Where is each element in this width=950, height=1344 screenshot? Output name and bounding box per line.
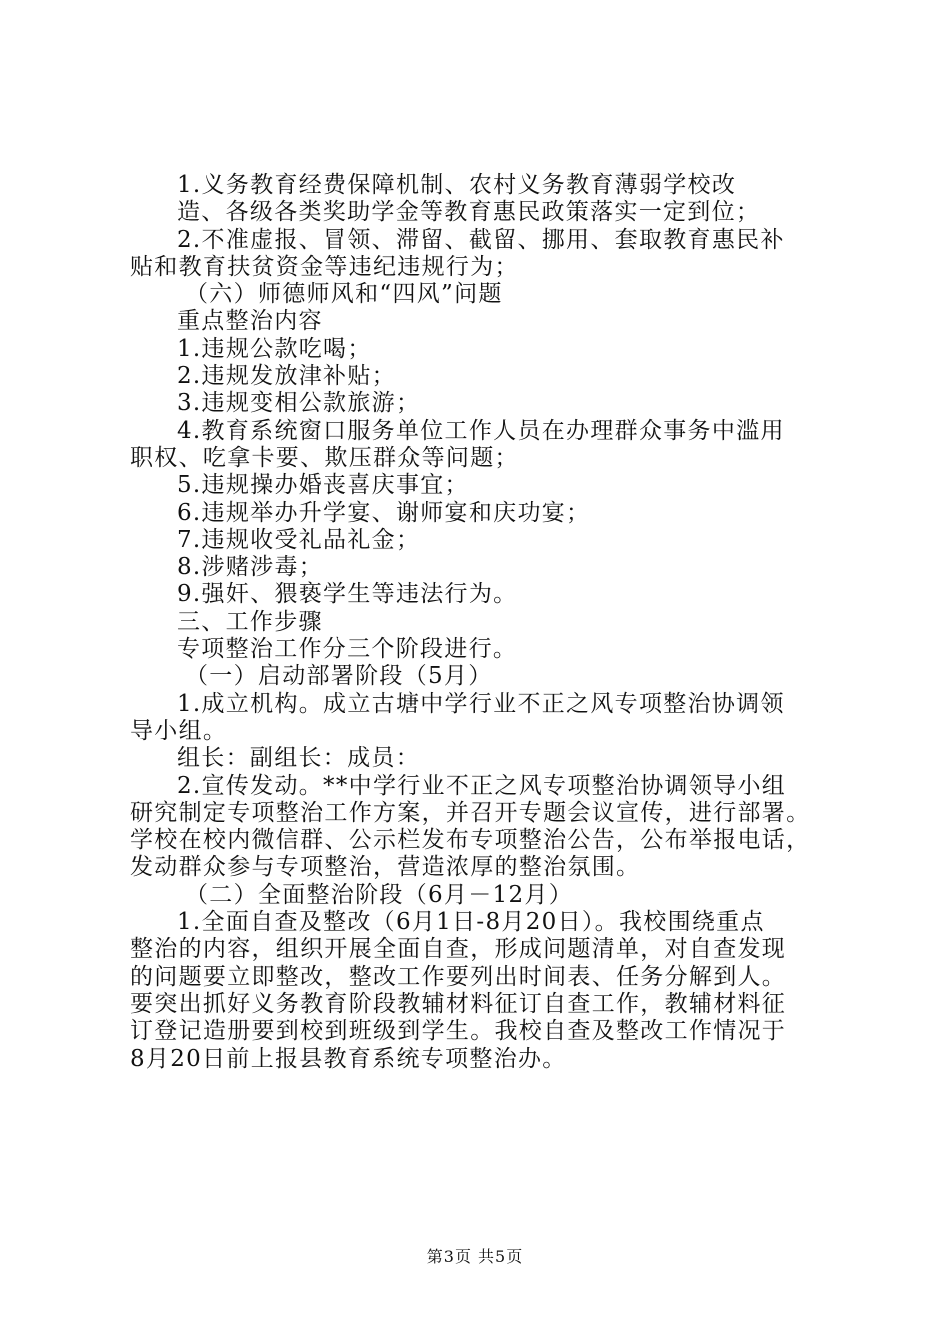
paragraph-line: 整治的内容，组织开展全面自查，形成问题清单，对自查发现 <box>130 936 787 963</box>
section-heading: （二）全面整治阶段（6月－12月） <box>185 881 573 908</box>
paragraph-line: 专项整治工作分三个阶段进行。 <box>177 636 518 663</box>
list-item: 8.涉赌涉毒； <box>177 554 324 581</box>
list-item: 9.强奸、猥亵学生等违法行为。 <box>177 581 518 608</box>
section-heading: （六）师德师风和“四风”问题 <box>185 281 503 308</box>
paragraph-line: 要突出抓好义务教育阶段教辅材料征订自查工作，教辅材料征 <box>130 990 787 1017</box>
paragraph-line: 的问题要立即整改，整改工作要列出时间表、任务分解到人。 <box>130 963 787 990</box>
paragraph-line: 学校在校内微信群、公示栏发布专项整治公告，公布举报电话， <box>130 827 811 854</box>
paragraph-line: 1.成立机构。成立古塘中学行业不正之风专项整治协调领 <box>177 690 785 717</box>
paragraph-line: 8月20日前上报县教育系统专项整治办。 <box>130 1045 567 1072</box>
section-heading: 三、工作步骤 <box>177 608 323 635</box>
paragraph-line: 2.不准虚报、冒领、滞留、截留、挪用、套取教育惠民补 <box>177 226 785 253</box>
list-item-continued: 职权、吃拿卡要、欺压群众等问题； <box>130 444 519 471</box>
section-heading: （一）启动部署阶段（5月） <box>185 663 493 690</box>
list-item: 1.违规公款吃喝； <box>177 335 372 362</box>
paragraph-line: 订登记造册要到校到班级到学生。我校自查及整改工作情况于 <box>130 1018 787 1045</box>
paragraph-line: 造、各级各类奖助学金等教育惠民政策落实一定到位； <box>177 199 761 226</box>
paragraph-line: 1.全面自查及整改（6月1日-8月20日）。我校围绕重点 <box>177 909 765 936</box>
paragraph-line: 研究制定专项整治工作方案，并召开专题会议宣传，进行部署。 <box>130 799 811 826</box>
paragraph-line: 贴和教育扶贫资金等违纪违规行为； <box>130 253 519 280</box>
paragraph-line: 导小组。 <box>130 717 228 744</box>
list-item: 6.违规举办升学宴、谢师宴和庆功宴； <box>177 499 591 526</box>
list-item: 4.教育系统窗口服务单位工作人员在办理群众事务中滥用 <box>177 417 785 444</box>
paragraph-line: 2.宣传发动。**中学行业不正之风专项整治协调领导小组 <box>177 772 787 799</box>
list-item: 5.违规操办婚丧喜庆事宜； <box>177 472 469 499</box>
subheading: 重点整治内容 <box>177 308 323 335</box>
list-item: 7.违规收受礼品礼金； <box>177 526 421 553</box>
paragraph-line: 发动群众参与专项整治，营造浓厚的整治氛围。 <box>130 854 641 881</box>
list-item: 2.违规发放津补贴； <box>177 363 396 390</box>
list-item: 3.违规变相公款旅游； <box>177 390 421 417</box>
paragraph-line: 组长：副组长：成员： <box>177 745 420 772</box>
body-text <box>130 172 830 1073</box>
paragraph-line: 1.义务教育经费保障机制、农村义务教育薄弱学校改 <box>177 172 737 198</box>
page-footer: 第3页 共5页 <box>426 1247 524 1266</box>
